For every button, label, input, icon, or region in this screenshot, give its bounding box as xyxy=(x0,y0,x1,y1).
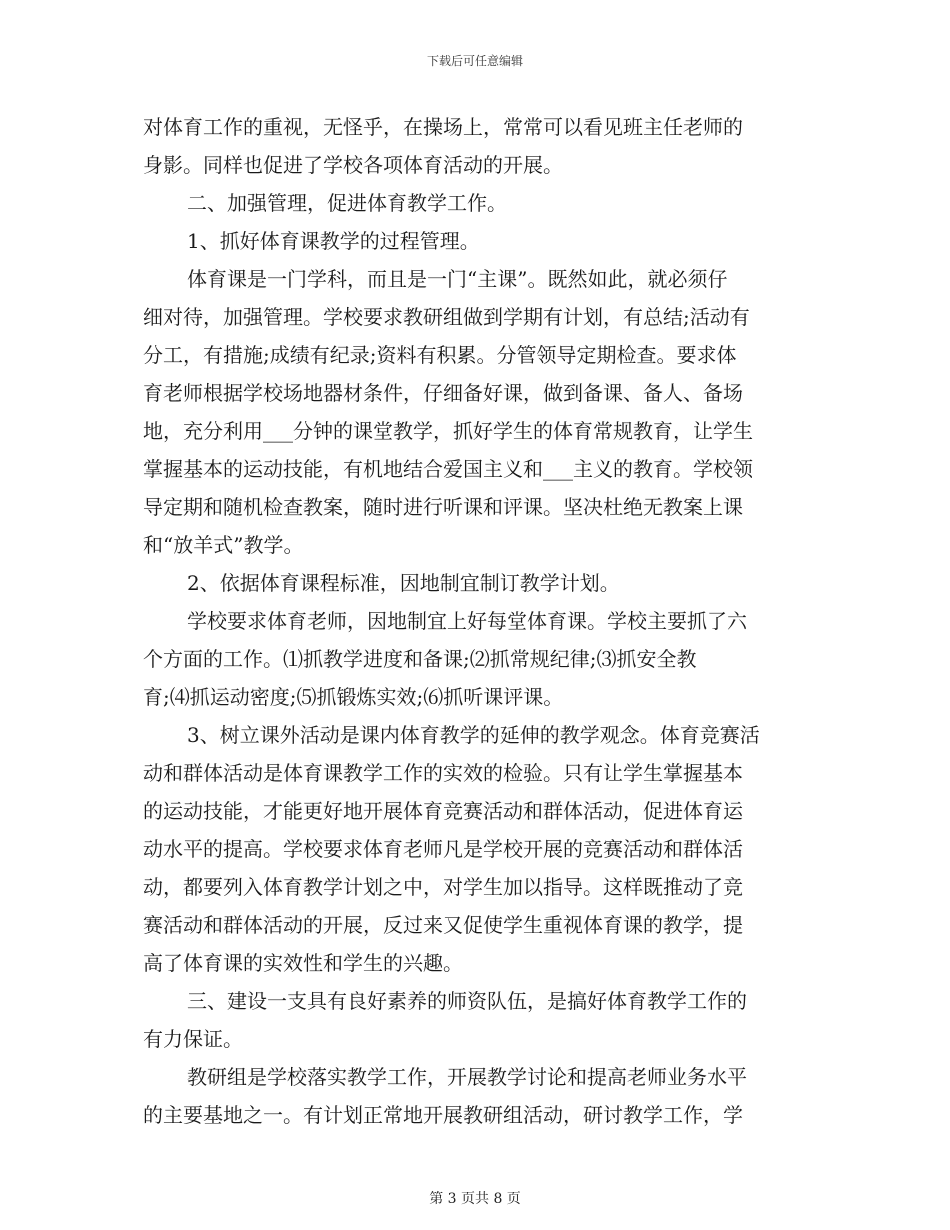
text-line: 个方面的工作。⑴抓教学进度和备课;⑵抓常规纪律;⑶抓安全教 xyxy=(143,647,697,671)
text-line: 导定期和随机检查教案，随时进行听课和评课。坚决杜绝无教案上课 xyxy=(143,495,743,519)
text-line: 身影。同样也促进了学校各项体育活动的开展。 xyxy=(143,153,563,177)
text-line: 教研组是学校落实教学工作，开展教学讨论和提高老师业务水平 xyxy=(187,1065,747,1089)
section-heading: 二、加强管理，促进体育教学工作。 xyxy=(187,191,507,215)
text-line: 有力保证。 xyxy=(143,1027,243,1051)
page-footer: 第 3 页共 8 页 xyxy=(429,1191,521,1207)
text-line: 掌握基本的运动技能，有机地结合爱国主义和___主义的教育。学校领 xyxy=(143,457,753,481)
text-line: 细对待，加强管理。学校要求教研组做到学期有计划，有总结;活动有 xyxy=(143,305,750,329)
text-line: 育;⑷抓运动密度;⑸抓锻炼实效;⑹抓听课评课。 xyxy=(143,685,564,709)
text-line: 和“放羊式”教学。 xyxy=(143,533,304,557)
text-line: 动和群体活动是体育课教学工作的实效的检验。只有让学生掌握基本 xyxy=(143,761,743,785)
section-heading: 三、建设一支具有良好素养的师资队伍，是搞好体育教学工作的 xyxy=(187,989,747,1013)
document-body xyxy=(143,108,807,1134)
text-line: 的主要基地之一。有计划正常地开展教研组活动，研讨教学工作，学 xyxy=(143,1103,743,1127)
page-header: 下载后可任意编辑 xyxy=(426,54,523,68)
text-line: 地，充分利用___分钟的课堂教学，抓好学生的体育常规教育，让学生 xyxy=(143,419,753,443)
subsection-heading: 2、依据体育课程标准，因地制宜制订教学计划。 xyxy=(187,571,620,595)
text-line: 对体育工作的重视，无怪乎，在操场上，常常可以看见班主任老师的 xyxy=(143,115,743,139)
text-line: 动，都要列入体育教学计划之中，对学生加以指导。这样既推动了竞 xyxy=(143,875,743,899)
text-line: 动水平的提高。学校要求体育老师凡是学校开展的竞赛活动和群体活 xyxy=(143,837,743,861)
text-line: 育老师根据学校场地器材条件，仔细备好课，做到备课、备人、备场 xyxy=(143,381,743,405)
text-line: 3、树立课外活动是课内体育教学的延伸的教学观念。体育竞赛活 xyxy=(187,723,760,747)
text-line: 的运动技能，才能更好地开展体育竞赛活动和群体活动，促进体育运 xyxy=(143,799,743,823)
subsection-heading: 1、抓好体育课教学的过程管理。 xyxy=(187,229,480,253)
text-line: 分工，有措施;成绩有纪录;资料有积累。分管领导定期检查。要求体 xyxy=(143,343,737,367)
text-line: 赛活动和群体活动的开展，反过来又促使学生重视体育课的教学，提 xyxy=(143,913,743,937)
text-line: 高了体育课的实效性和学生的兴趣。 xyxy=(143,951,463,975)
text-line: 体育课是一门学科，而且是一门“主课”。既然如此，就必须仔 xyxy=(187,267,728,291)
text-line: 学校要求体育老师，因地制宜上好每堂体育课。学校主要抓了六 xyxy=(187,609,747,633)
